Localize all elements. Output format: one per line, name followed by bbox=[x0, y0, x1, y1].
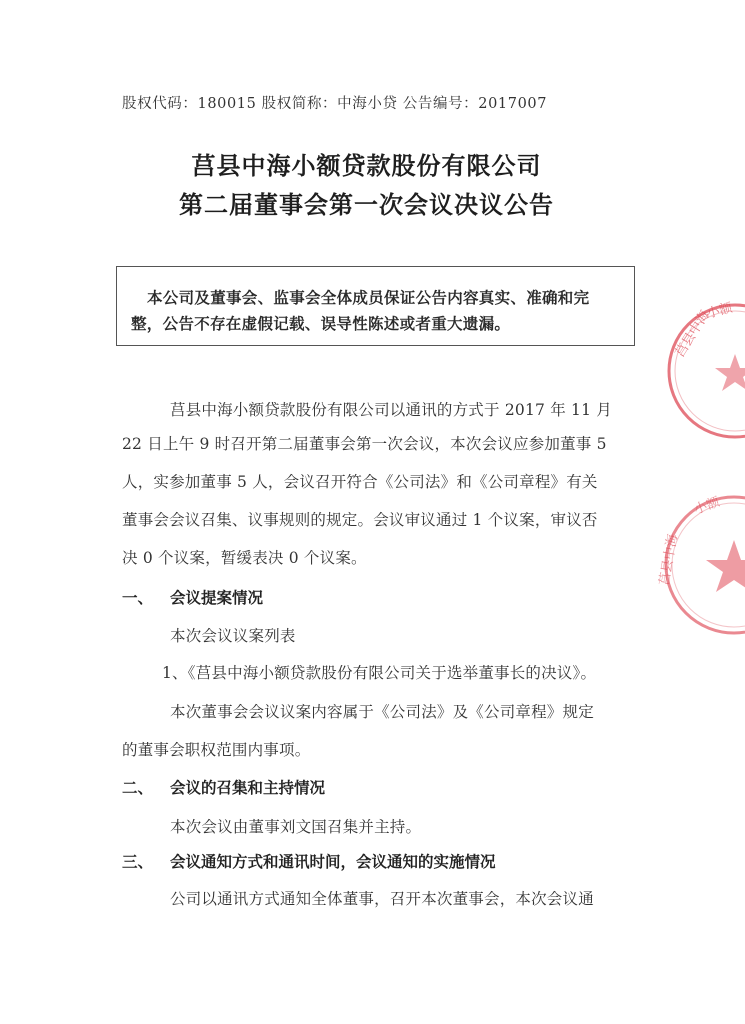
intro-line1: 莒县中海小额贷款股份有限公司以通讯的方式于 2017 年 11 月 bbox=[170, 401, 612, 419]
intro-line2: 22 日上午 9 时召开第二届董事会第一次会议，本次会议应参加董事 5 bbox=[122, 435, 607, 453]
section3-heading bbox=[122, 850, 496, 872]
section2-text: 本次会议由董事刘文国召集并主持。 bbox=[170, 818, 422, 836]
section2-heading bbox=[122, 776, 325, 798]
section1-list-title: 本次会议议案列表 bbox=[170, 627, 296, 645]
section1-text-line2: 的董事会职权范围内事项。 bbox=[122, 741, 311, 759]
section1-title: 会议提案情况 bbox=[170, 588, 264, 607]
intro-line3: 人，实参加董事 5 人，会议召开符合《公司法》和《公司章程》有关 bbox=[122, 473, 598, 491]
intro-line4: 董事会会议召集、议事规则的规定。会议审议通过 1 个议案，审议否 bbox=[122, 511, 598, 529]
disclaimer-line2: 整，公告不存在虚假记载、误导性陈述或者重大遗漏。 bbox=[131, 314, 511, 333]
section1-number: 一、 bbox=[122, 588, 154, 607]
section3-number: 三、 bbox=[122, 852, 154, 871]
section1-heading bbox=[122, 586, 263, 608]
section3-text: 公司以通讯方式通知全体董事，召开本次董事会，本次会议通 bbox=[170, 890, 594, 908]
disclaimer-line1: 本公司及董事会、监事会全体成员保证公告内容真实、准确和完 bbox=[147, 288, 590, 307]
section1-item1: 1、《莒县中海小额贷款股份有限公司关于选举董事长的决议》。 bbox=[162, 664, 597, 682]
intro-line5: 决 0 个议案，暂缓表决 0 个议案。 bbox=[122, 549, 367, 567]
document-title-line1: 莒县中海小额贷款股份有限公司 bbox=[191, 151, 542, 180]
svg-text:小额: 小额 bbox=[692, 494, 722, 518]
document-title-line2: 第二届董事会第一次会议决议公告 bbox=[179, 190, 554, 219]
section3-title: 会议通知方式和通讯时间，会议通知的实施情况 bbox=[170, 852, 496, 871]
svg-text:小额: 小额 bbox=[705, 300, 735, 322]
company-seal-lower bbox=[644, 490, 745, 640]
company-seal-upper bbox=[660, 296, 745, 446]
section1-text-line1: 本次董事会会议议案内容属于《公司法》及《公司章程》规定 bbox=[170, 703, 594, 721]
disclaimer-box bbox=[116, 266, 635, 346]
svg-text:莒县中海: 莒县中海 bbox=[672, 308, 713, 361]
stock-code-header: 股权代码：180015 股权简称：中海小贷 公告编号：2017007 bbox=[122, 96, 548, 112]
section2-number: 二、 bbox=[122, 778, 154, 797]
section2-title: 会议的召集和主持情况 bbox=[170, 778, 326, 797]
svg-text:莒县中海: 莒县中海 bbox=[657, 532, 681, 587]
